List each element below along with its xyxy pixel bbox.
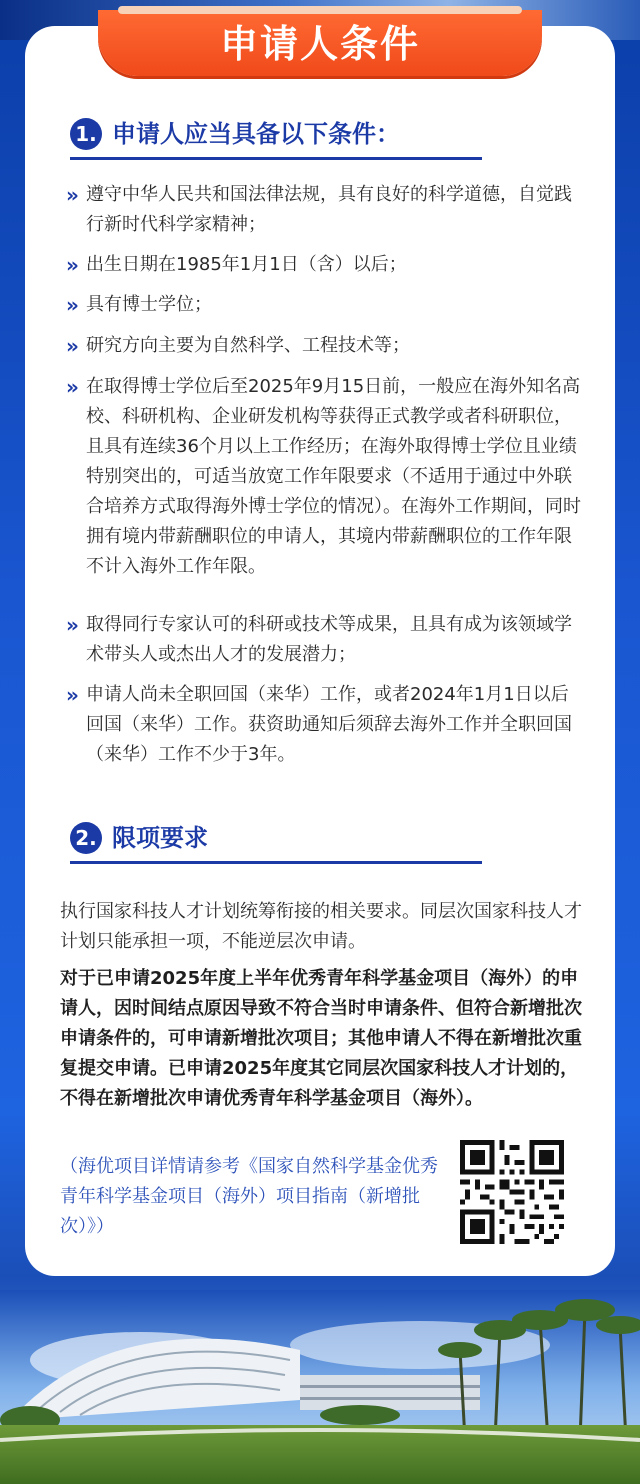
section-1-number-badge: 1. (70, 118, 102, 150)
double-chevron-icon: » (66, 613, 73, 637)
campus-scenery-illustration (0, 1290, 640, 1484)
list-item-text: 研究方向主要为自然科学、工程技术等； (86, 335, 410, 356)
double-chevron-icon: » (66, 183, 73, 207)
double-chevron-icon: » (66, 375, 73, 399)
list-item-text: 具有博士学位； (86, 294, 212, 315)
section-2-number-badge: 2. (70, 822, 102, 854)
section-1-underline (70, 157, 482, 160)
banner-shine (118, 6, 522, 14)
list-item-text: 申请人尚未全职回国（来华）工作，或者2024年1月1日以后回国（来华）工作。获资助通知后须辞去海外工作并全职回国（来华）工作不少于3年。 (86, 684, 572, 765)
reference-note: （海优项目详情请参考《国家自然科学基金优秀青年科学基金项目（海外）项目指南（新增批次）》） (60, 1156, 438, 1237)
section-2-underline (70, 861, 482, 864)
limit-paragraph: 执行国家科技人才计划统筹衔接的相关要求。同层次国家科技人才计划只能承担一项，不能逆层次申请。 (60, 901, 582, 952)
list-item-text: 取得同行专家认可的科研或技术等成果，且具有成为该领域学术带头人或杰出人才的发展潜力； (86, 614, 572, 665)
section-1-title: 申请人应当具备以下条件： (112, 120, 400, 148)
list-item-text: 出生日期在1985年1月1日（含）以后； (86, 254, 407, 275)
double-chevron-icon: » (66, 334, 73, 358)
list-item-text: 遵守中华人民共和国法律法规，具有良好的科学道德，自觉践行新时代科学家精神； (86, 184, 572, 235)
double-chevron-icon: » (66, 253, 73, 277)
limit-bold-paragraph: 对于已申请2025年度上半年优秀青年科学基金项目（海外）的申请人，因时间结点原因导致不符合当时申请条件、但符合新增批次申请条件的，可申请新增批次项目；其他申请人不得在新增批次重复提交申请。已申请2025年度其它同层次国家科技人才计划的，不得在新增批次申请优秀青年科学基金项目（海外）。 (60, 968, 582, 1109)
page-title: 申请人条件 (219, 22, 420, 66)
qr-code-icon (460, 1140, 564, 1244)
double-chevron-icon: » (66, 293, 73, 317)
list-item-text: 在取得博士学位后至2025年9月15日前，一般应在海外知名高校、科研机构、企业研发机构等获得正式教学或者科研职位，且具有连续36个月以上工作经历；在海外取得博士学位且业绩特别突出的，可适当放宽工作年限要求（不适用于通过中外联合培养方式取得海外博士学位的情况）。在海外工作期间，同时拥有境内带薪酬职位的申请人，其境内带薪酬职位的工作年限不计入海外工作年限。 (86, 376, 581, 577)
double-chevron-icon: » (66, 683, 73, 707)
section-2-title: 限项要求 (112, 824, 208, 852)
